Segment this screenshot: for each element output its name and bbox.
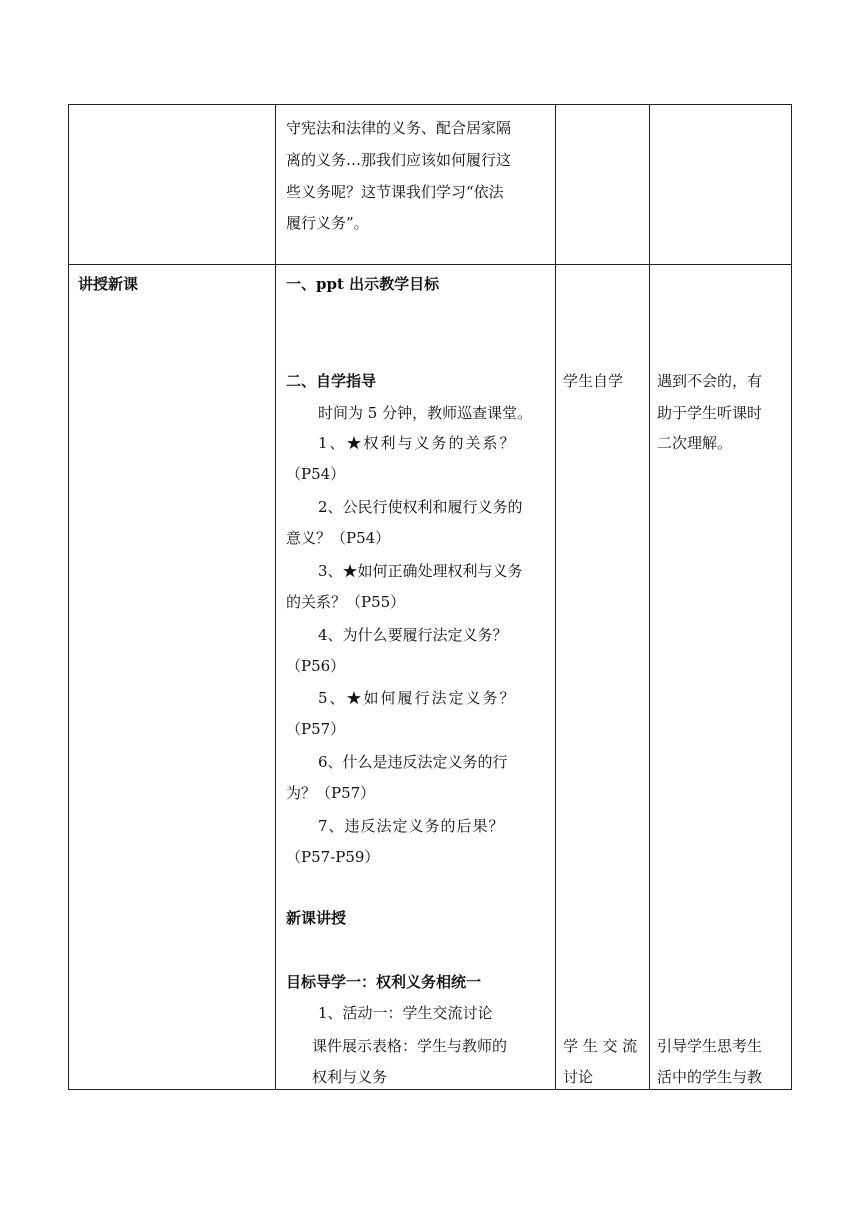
column-divider-2 [555,105,556,1089]
guide-line: （P54） [286,465,346,483]
column-divider-3 [649,105,650,1089]
design-intent: 遇到不会的，有 [657,372,763,390]
guide-line: 时间为 5 分钟，教师巡查课堂。 [318,404,533,422]
guide-line: （P56） [286,657,346,675]
activity-line: 权利与义务 [312,1068,388,1086]
guide-line: 2、公民行使权利和履行义务的 [318,498,523,516]
guide-line: 的关系？（P55） [286,593,406,611]
guide-line: 4、为什么要履行法定义务？ [318,626,508,644]
row-divider [69,264,791,265]
guide-line: （P57-P59） [286,848,380,866]
intro-line: 些义务呢？这节课我们学习“依法 [286,183,504,201]
intro-line: 履行义务”。 [286,214,369,232]
lesson-plan-table [68,104,792,1090]
guide-line: 6、什么是违反法定义务的行 [318,753,508,771]
student-activity: 讨论 [563,1068,594,1086]
design-intent: 活中的学生与教 [657,1068,763,1086]
design-intent: 助于学生听课时 [657,404,763,422]
student-activity: 学 生 交 流 [563,1037,638,1055]
guide-line: 意义？（P54） [286,529,391,547]
section-heading-self-study: 二、自学指导 [286,372,377,390]
activity-line: 课件展示表格：学生与教师的 [312,1037,508,1055]
guide-line: 1、★权利与义务的关系？ [318,434,517,452]
guide-line: 5、★如何履行法定义务？ [318,689,517,707]
guide-line: 为？（P57） [286,784,376,802]
student-activity: 学生自学 [563,372,624,390]
section-heading-new-lesson: 新课讲授 [286,909,347,927]
intro-line: 守宪法和法律的义务、配合居家隔 [286,119,512,137]
design-intent: 引导学生思考生 [657,1037,763,1055]
stage-label: 讲授新课 [78,275,139,293]
guide-line: 7、违反法定义务的后果？ [318,817,505,835]
design-intent: 二次理解。 [657,434,733,452]
guide-line: 3、★如何正确处理权利与义务 [318,562,523,580]
section-heading-goal-one: 目标导学一：权利义务相统一 [286,973,482,991]
intro-line: 离的义务…那我们应该如何履行这 [286,151,512,169]
column-divider-1 [275,105,276,1089]
guide-line: （P57） [286,720,346,738]
activity-line: 1、活动一：学生交流讨论 [318,1004,493,1022]
section-heading-objectives: 一、ppt 出示教学目标 [286,275,440,293]
